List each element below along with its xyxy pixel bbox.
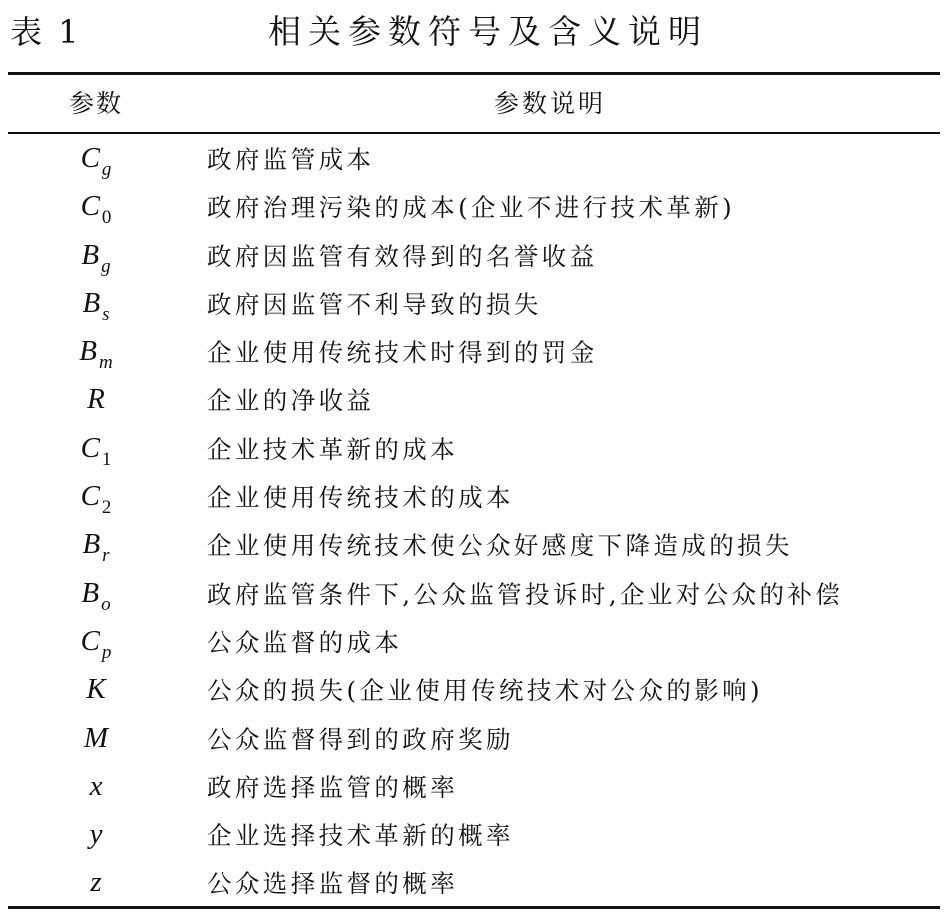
table-header-row (0, 80, 944, 128)
parameter-symbol (38, 333, 154, 373)
parameter-symbol (38, 575, 154, 615)
table-row (0, 571, 944, 619)
parameter-symbol (38, 430, 154, 470)
symbol-subscript: 2 (101, 497, 112, 519)
column-header-param: 参数 (68, 89, 123, 118)
table-row (0, 426, 944, 474)
symbol-letter: B (79, 335, 97, 368)
parameter-description: 企业选择技术革新的概率 (207, 821, 514, 851)
symbol-subscript: 1 (101, 448, 112, 470)
column-header-description: 参数说明 (493, 89, 606, 118)
table-body (0, 136, 944, 909)
symbol-subscript: g (101, 255, 111, 277)
parameter-description: 政府监管成本 (207, 145, 375, 174)
parameter-symbol (38, 381, 154, 417)
table-row (0, 716, 944, 764)
parameter-description: 政府因监管不利导致的损失 (207, 289, 542, 319)
table-row (0, 522, 944, 570)
parameter-description: 政府因监管有效得到的名誉收益 (207, 241, 598, 271)
symbol-subscript: 0 (101, 207, 112, 229)
symbol-letter: x (89, 769, 103, 802)
symbol-letter: C (80, 624, 100, 657)
parameter-symbol (38, 285, 154, 325)
symbol-subscript: o (101, 593, 111, 615)
table-row (0, 281, 944, 329)
symbol-subscript: p (101, 641, 112, 663)
table-top-rule (8, 72, 940, 75)
table-caption (0, 0, 944, 60)
parameter-symbol (38, 140, 154, 180)
table-row (0, 619, 944, 667)
symbol-letter: z (90, 866, 102, 899)
table-row (0, 812, 944, 860)
symbol-letter: C (80, 480, 100, 513)
parameter-description: 政府治理污染的成本(企业不进行技术革新) (207, 193, 736, 223)
symbol-subscript: g (101, 159, 112, 180)
parameter-description: 公众监督得到的政府奖励 (207, 724, 514, 754)
table-row (0, 474, 944, 522)
table-row (0, 184, 944, 232)
symbol-letter: M (83, 721, 109, 754)
symbol-letter: B (82, 286, 101, 319)
table-title: 相关参数符号及含义说明 (268, 12, 708, 51)
parameter-description: 政府监管条件下,公众监管投诉时,企业对公众的补偿 (207, 579, 844, 609)
symbol-subscript: s (102, 303, 110, 325)
table-bottom-rule (8, 906, 940, 909)
symbol-subscript: r (102, 545, 110, 567)
parameter-description: 企业的净收益 (207, 386, 375, 416)
table-row (0, 233, 944, 281)
parameter-description: 政府选择监管的概率 (207, 772, 459, 802)
symbol-letter: K (86, 673, 106, 706)
table-row (0, 667, 944, 715)
symbol-subscript: m (98, 352, 113, 374)
parameter-symbol (38, 816, 154, 852)
table-row (0, 377, 944, 425)
parameter-description: 公众选择监督的概率 (207, 869, 459, 899)
symbol-letter: B (81, 576, 100, 609)
symbol-letter: B (81, 238, 100, 271)
parameter-symbol (38, 864, 154, 900)
table-row (0, 860, 944, 908)
parameter-description: 企业使用传统技术使公众好感度下降造成的损失 (207, 531, 793, 561)
symbol-letter: R (87, 383, 105, 416)
symbol-letter: C (80, 142, 100, 174)
parameter-symbol (38, 768, 154, 804)
table-number: 表 1 (10, 13, 82, 51)
table-row (0, 764, 944, 812)
parameter-symbol (38, 237, 154, 277)
parameter-symbol (38, 671, 154, 707)
parameter-description: 公众的损失(企业使用传统技术对公众的影响) (207, 676, 764, 706)
parameter-symbol (38, 478, 154, 518)
symbol-letter: B (82, 528, 101, 561)
table-row (0, 329, 944, 377)
parameter-symbol (38, 526, 154, 566)
parameter-description: 公众监督的成本 (207, 627, 403, 657)
symbol-letter: C (80, 190, 100, 223)
table-header-rule (8, 132, 940, 134)
parameter-description: 企业技术革新的成本 (207, 434, 459, 464)
symbol-letter: y (89, 818, 103, 851)
parameter-symbol (38, 720, 154, 756)
parameter-description: 企业使用传统技术的成本 (207, 483, 514, 513)
parameter-description: 企业使用传统技术时得到的罚金 (207, 338, 598, 368)
symbol-letter: C (80, 431, 100, 464)
table-row (0, 136, 944, 184)
parameter-symbol (38, 188, 154, 228)
parameter-symbol (38, 623, 154, 663)
